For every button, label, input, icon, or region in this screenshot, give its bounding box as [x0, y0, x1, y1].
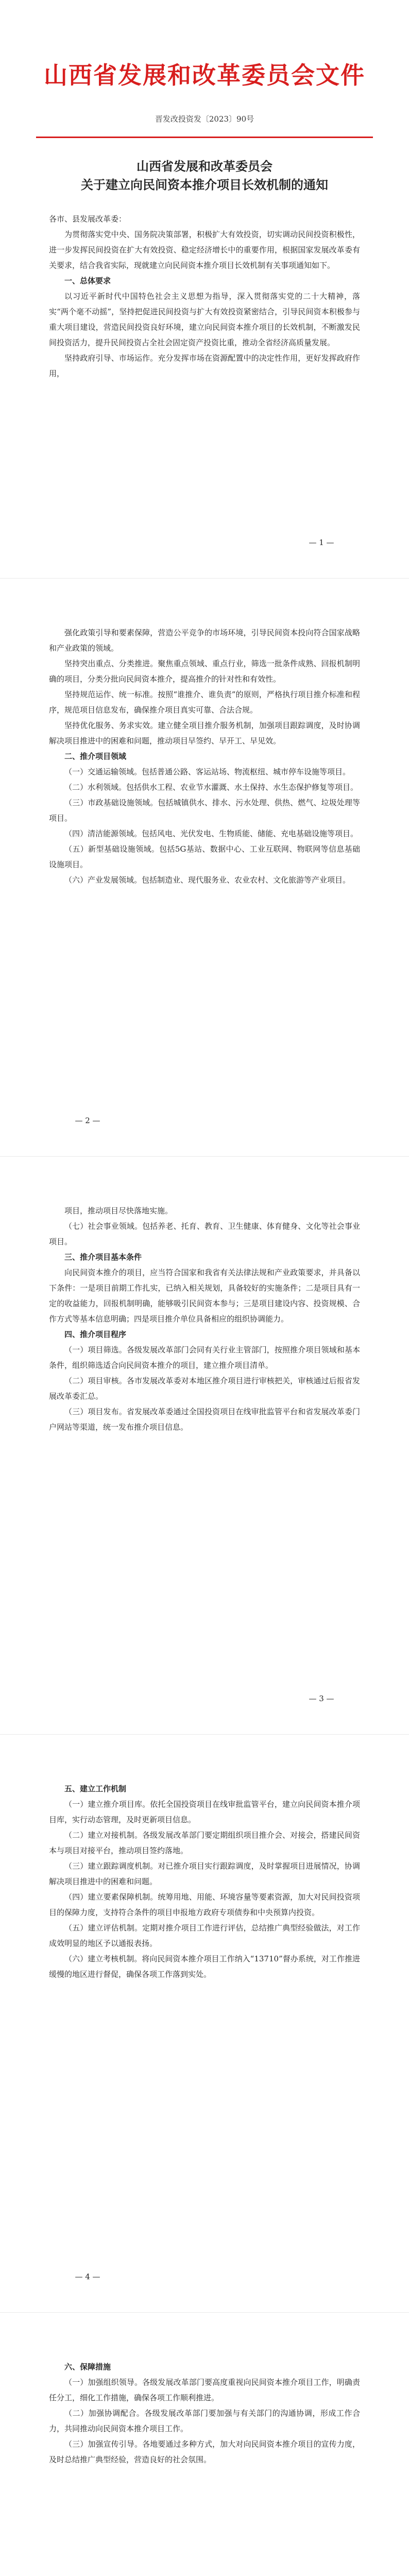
page-1	[0, 0, 409, 578]
page-number: — 1 —	[309, 538, 334, 547]
page-number: — 3 —	[309, 1694, 334, 1703]
section-heading: 五、建立工作机制	[64, 1784, 127, 1793]
page-5-body	[49, 2359, 360, 2467]
paragraph: 坚持规范运作、统一标准。按照“谁推介、谁负责”的原则，严格执行项目推介标准和程序，规范项目信息发布，确保推介项目真实可靠、合法合规。	[49, 690, 360, 715]
paragraph: 坚持优化服务、务求实效。建立健全项目推介服务机制，加强项目跟踪调度，及时协调解决项目推进中的困难和问题，推动项目早签约、早开工、早见效。	[49, 721, 360, 745]
paragraph: 坚持突出重点、分类推进。聚焦重点领域、重点行业，筛选一批条件成熟、回报机制明确的项目，分类分批向民间资本推介，提高推介的针对性和有效性。	[49, 659, 360, 684]
page-4	[0, 1734, 409, 2312]
page-number: — 2 —	[75, 1116, 100, 1125]
paragraph: （六）产业发展领域。包括制造业、现代服务业、农业农村、文化旅游等产业项目。	[64, 875, 351, 885]
page-3-body	[49, 1203, 360, 1435]
page-number: — 4 —	[75, 2272, 100, 2281]
page-2	[0, 578, 409, 1156]
paragraph: （七）社会事业领域。包括养老、托育、教育、卫生健康、体育健身、文化等社会事业项目。	[49, 1222, 360, 1246]
page-3	[0, 1156, 409, 1734]
paragraph: （二）加强协调配合。各级发展改革部门要加强与有关部门的沟通协调，形成工作合力，共同推动向民间资本推介项目工作。	[49, 2409, 360, 2433]
paragraph: （六）建立考核机制。将向民间资本推介项目工作纳入“13710”督办系统，对工作推进缓慢的地区进行督促，确保各项工作落到实处。	[49, 1954, 360, 1979]
paragraph: 向民间资本推介的项目，应当符合国家和我省有关法律法规和产业政策要求，并具备以下条件：一是项目前期工作扎实，已纳入相关规划，具备较好的实施条件；二是项目具有一定的收益能力，回报机制明确，能够吸引民间资本参与；三是项目建设内容、投资规模、合作方式等基本信息明确；四是项目推介单位具备相应的组织协调能力。	[49, 1268, 360, 1324]
section-heading: 二、推介项目领域	[64, 752, 127, 761]
paragraph: （三）建立跟踪调度机制。对已推介项目实行跟踪调度，及时掌握项目进展情况，协调解决项目推进中的困难和问题。	[49, 1861, 360, 1886]
paragraph: （五）新型基础设施领域。包括5G基站、数据中心、工业互联网、物联网等信息基础设施项目。	[49, 844, 360, 869]
section-heading: 四、推介项目程序	[64, 1330, 127, 1339]
section-heading: 一、总体要求	[64, 276, 111, 285]
red-divider	[36, 137, 373, 138]
paragraph: （四）清洁能源领域。包括风电、光伏发电、生物质能、储能、充电基础设施等项目。	[64, 829, 359, 838]
paragraph: （一）加强组织领导。各级发展改革部门要高度重视向民间资本推介项目工作，明确责任分工，细化工作措施，确保各项工作顺利推进。	[49, 2378, 360, 2402]
page-5	[0, 2312, 409, 2576]
paragraph: 以习近平新时代中国特色社会主义思想为指导，深入贯彻落实党的二十大精神，落实“两个毫不动摇”，坚持把促进民间投资与扩大有效投资紧密结合，引导民间资本积极参与重大项目建设，营造民间投资良好环境，建立向民间资本推介项目的长效机制，不断激发民间投资活力，提升民间投资占全社会固定资产投资比重，推动全省经济高质量发展。	[49, 292, 360, 347]
paragraph: （四）建立要素保障机制。统筹用地、用能、环境容量等要素资源，加大对民间投资项目的保障力度，支持符合条件的项目申报地方政府专项债券和中央预算内投资。	[49, 1892, 360, 1917]
page-4-body	[49, 1781, 360, 1982]
paragraph: 为贯彻落实党中央、国务院决策部署，积极扩大有效投资，切实调动民间投资积极性，进一步发挥民间投资在扩大有效投资、稳定经济增长中的重要作用，根据国家发展改革委有关要求，结合我省实际，现就建立向民间资本推介项目长效机制有关事项通知如下。	[49, 230, 360, 270]
paragraph: （二）建立对接机制。各级发展改革部门要定期组织项目推介会、对接会，搭建民间资本与项目对接平台，推动项目签约落地。	[49, 1831, 360, 1855]
paragraph: （三）项目发布。省发展改革委通过全国投资项目在线审批监管平台和省发展改革委门户网站等渠道，统一发布推介项目信息。	[49, 1407, 360, 1432]
document-number: 晋发改投资发〔2023〕90号	[155, 114, 254, 124]
page-2-body	[49, 625, 360, 888]
paragraph: （三）市政基础设施领域。包括城镇供水、排水、污水处理、供热、燃气、垃圾处理等项目。	[49, 798, 360, 823]
paragraph: （一）交通运输领域。包括普通公路、客运站场、物流枢纽、城市停车设施等项目。	[64, 767, 351, 776]
document-issuer-title: 山西省发展和改革委员会文件	[44, 61, 365, 89]
page-1-body	[49, 211, 360, 381]
paragraph: （二）水利领域。包括供水工程、农业节水灌溉、水土保持、水生态保护修复等项目。	[64, 783, 359, 792]
paragraph: （五）建立评估机制。定期对推介项目工作进行评估，总结推广典型经验做法，对工作成效明显的地区予以通报表扬。	[49, 1923, 360, 1948]
paragraph: （一）项目筛选。各级发展改革部门会同有关行业主管部门，按照推介项目领域和基本条件，组织筛选适合向民间资本推介的项目，建立推介项目清单。	[49, 1345, 360, 1370]
document-title-line-1: 山西省发展和改革委员会	[137, 159, 272, 174]
paragraph: 坚持政府引导、市场运作。充分发挥市场在资源配置中的决定性作用，更好发挥政府作用，	[49, 353, 360, 378]
section-heading: 六、保障措施	[64, 2362, 111, 2371]
paragraph: （三）加强宣传引导。各地要通过多种方式，加大对向民间资本推介项目的宣传力度，及时总结推广典型经验，营造良好的社会氛围。	[49, 2439, 360, 2464]
document-title-line-2: 关于建立向民间资本推介项目长效机制的通知	[81, 177, 328, 192]
paragraph: 项目，推动项目尽快落地实施。	[64, 1206, 173, 1215]
paragraph: （二）项目审核。各市发展改革委对本地区推介项目进行审核把关，审核通过后报省发展改革委汇总。	[49, 1376, 360, 1401]
document-title	[41, 157, 368, 194]
paragraph: 强化政策引导和要素保障，营造公平竞争的市场环境，引导民间资本投向符合国家战略和产业政策的领域。	[49, 628, 360, 653]
paragraph: （一）建立推介项目库。依托全国投资项目在线审批监管平台，建立向民间资本推介项目库，实行动态管理，及时更新项目信息。	[49, 1800, 360, 1824]
section-heading: 三、推介项目基本条件	[64, 1252, 142, 1262]
salutation: 各市、县发展改革委：	[49, 214, 127, 224]
